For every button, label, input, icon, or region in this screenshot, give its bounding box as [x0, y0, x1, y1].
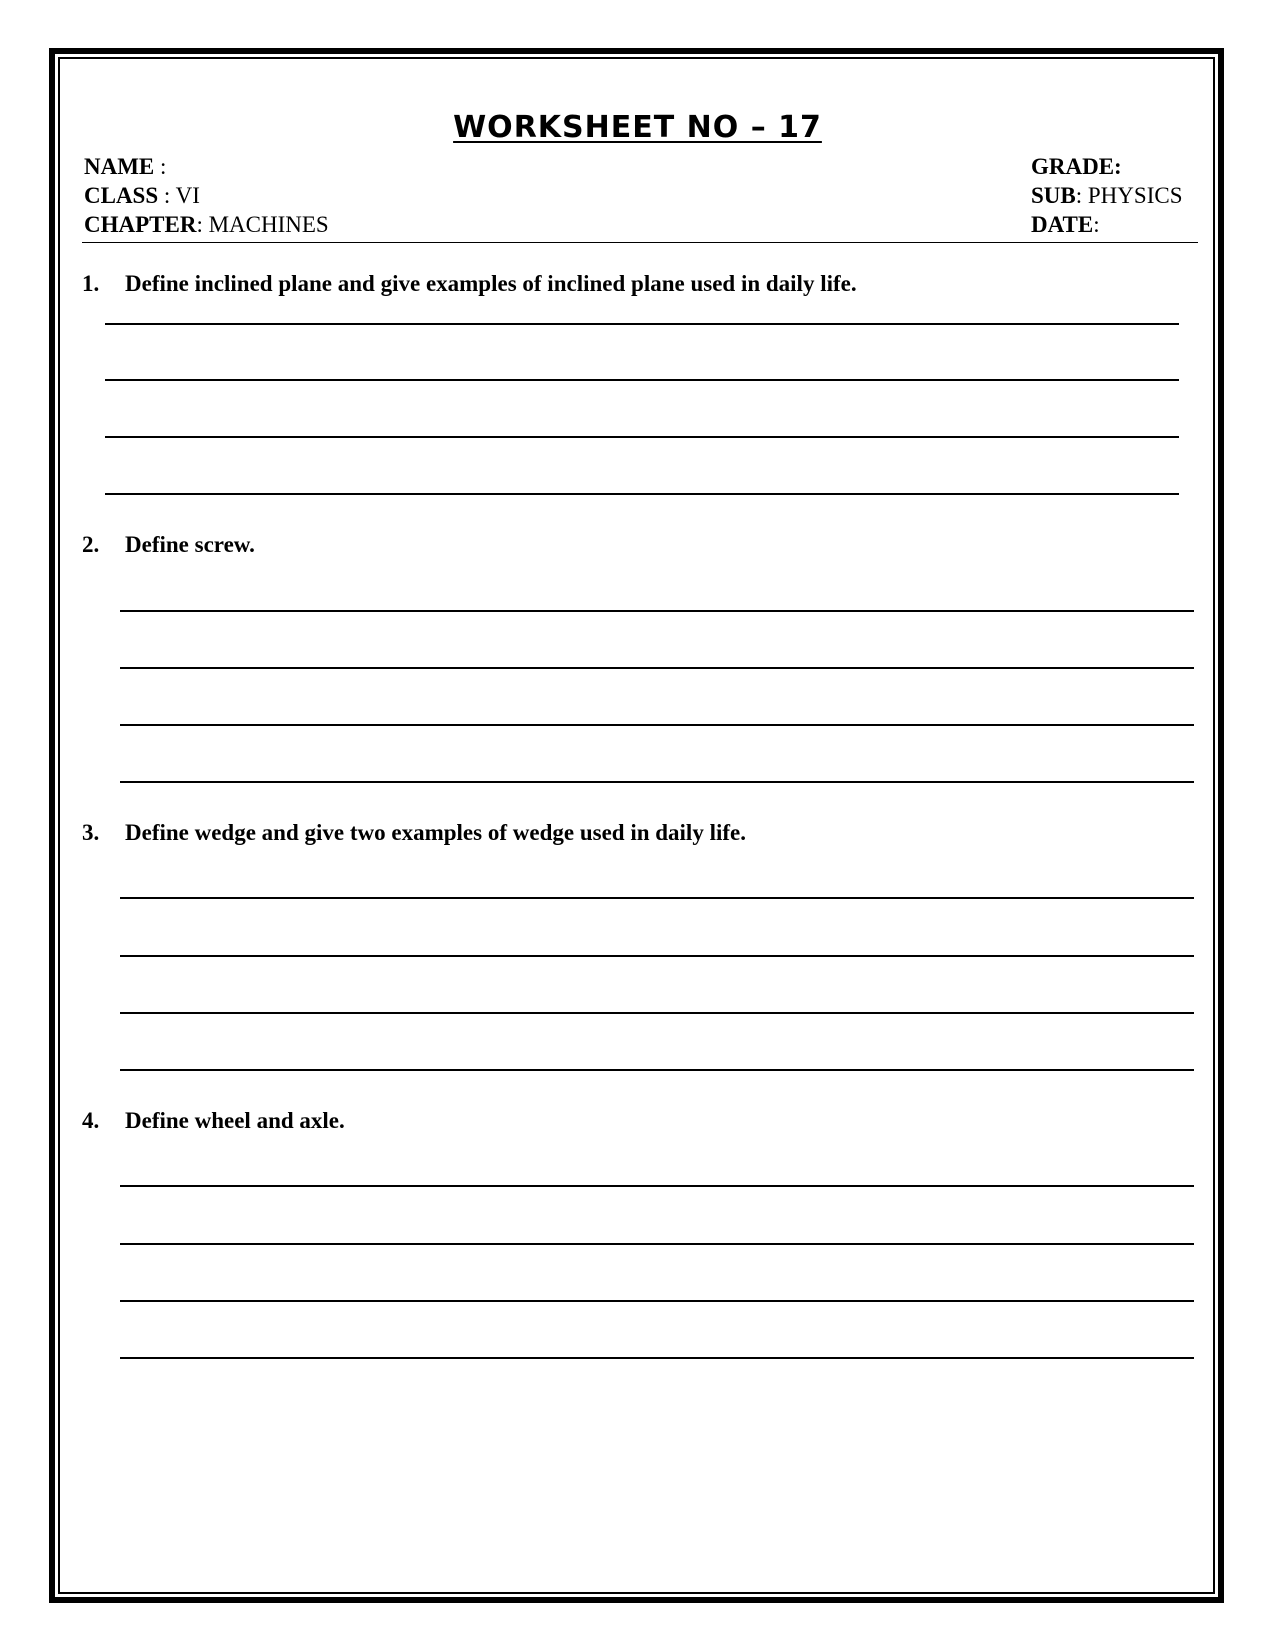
name-row	[84, 152, 329, 181]
answer-line[interactable]	[120, 1012, 1194, 1014]
answer-line[interactable]	[120, 610, 1194, 612]
header-right	[1031, 152, 1182, 239]
question-number: 4.	[82, 1108, 100, 1133]
subject-row	[1031, 181, 1182, 210]
date-field: :	[1093, 212, 1100, 237]
date-row	[1031, 210, 1182, 239]
answer-line[interactable]	[120, 667, 1194, 669]
chapter-value: : MACHINES	[196, 212, 329, 237]
chapter-row	[84, 210, 329, 239]
subject-label: SUB	[1031, 183, 1076, 208]
name-label: NAME	[84, 154, 155, 179]
header-left	[84, 152, 329, 239]
answer-line[interactable]	[120, 1243, 1194, 1245]
grade-row	[1031, 152, 1182, 181]
answer-line[interactable]	[120, 1300, 1194, 1302]
name-field: :	[154, 154, 167, 179]
worksheet-title-text: WORKSHEET NO – 17	[453, 110, 822, 145]
chapter-label: CHAPTER	[84, 212, 197, 237]
question-2	[82, 532, 255, 558]
grade-label: GRADE:	[1031, 154, 1122, 179]
answer-line[interactable]	[120, 724, 1194, 726]
answer-line[interactable]	[120, 1185, 1194, 1187]
question-1	[82, 271, 857, 297]
header-divider	[82, 242, 1198, 243]
question-number: 2.	[82, 532, 100, 557]
answer-line[interactable]	[105, 436, 1179, 438]
question-number: 3.	[82, 820, 100, 845]
class-row	[84, 181, 329, 210]
question-4	[82, 1108, 345, 1134]
answer-line[interactable]	[120, 1069, 1194, 1071]
subject-value: : PHYSICS	[1075, 183, 1183, 208]
question-text: Define inclined plane and give examples of inclined plane used in daily life.	[125, 271, 857, 296]
answer-line[interactable]	[120, 955, 1194, 957]
answer-line[interactable]	[105, 493, 1179, 495]
question-text: Define wedge and give two examples of wedge used in daily life.	[125, 820, 746, 845]
class-label: CLASS	[84, 183, 159, 208]
answer-line[interactable]	[120, 897, 1194, 899]
date-label: DATE	[1031, 212, 1094, 237]
question-3	[82, 820, 746, 846]
class-value: : VI	[158, 183, 200, 208]
answer-line[interactable]	[105, 323, 1179, 325]
answer-line[interactable]	[120, 781, 1194, 783]
question-text: Define wheel and axle.	[125, 1108, 345, 1133]
answer-line[interactable]	[120, 1357, 1194, 1359]
question-text: Define screw.	[125, 532, 255, 557]
answer-line[interactable]	[105, 379, 1179, 381]
question-number: 1.	[82, 271, 100, 296]
worksheet-title	[0, 110, 1275, 145]
